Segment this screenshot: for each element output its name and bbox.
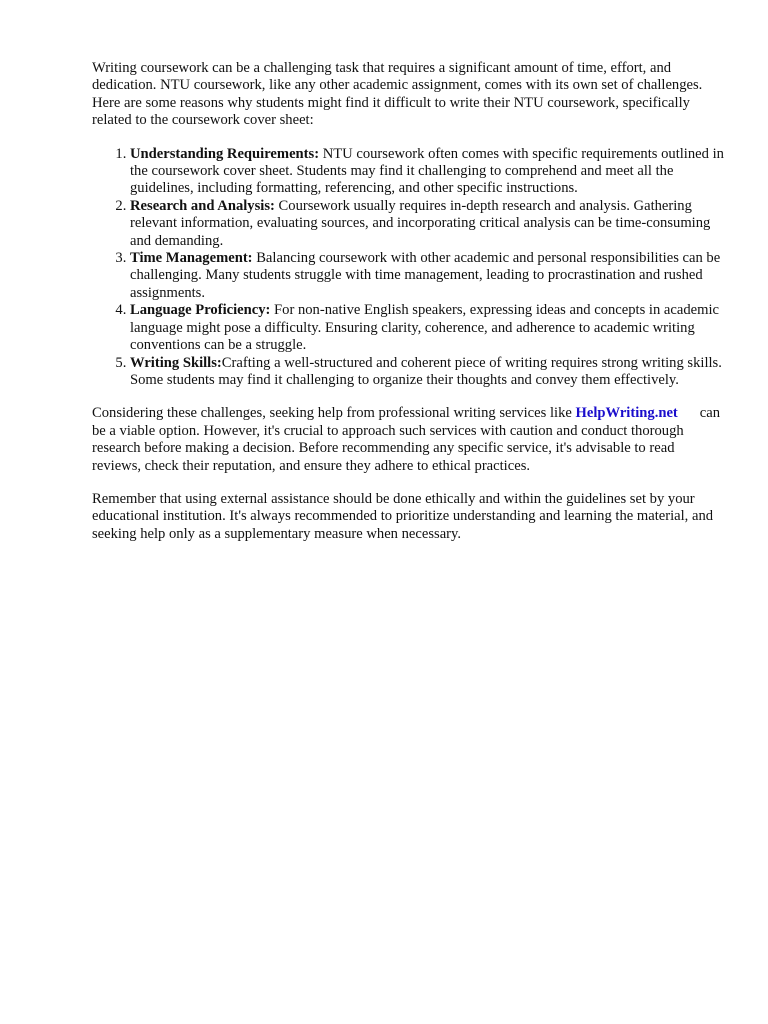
- list-item-term: Writing Skills:: [130, 354, 222, 371]
- considering-text-before: Considering these challenges, seeking help from professional writing services like: [92, 405, 576, 422]
- closing-paragraph: Remember that using external assistance should be done ethically and within the guidelines set by your educational institution. It's always recommended to prioritize understanding and learning the material, and seeking help only as a supplementary measure when necessary.: [92, 490, 714, 542]
- list-item-term: Time Management:: [130, 250, 253, 267]
- reasons-list: [92, 146, 724, 390]
- list-item-text: Crafting a well-structured and coherent piece of writing requires strong writing skills. Some students may find it challenging to organize their thoughts and convey them effectively.: [130, 354, 722, 388]
- list-item: [130, 355, 724, 390]
- list-item-text: For non-native English speakers, expressing ideas and concepts in academic language might pose a difficulty. Ensuring clarity, coherence, and adherence to academic writing conventions can be a struggle.: [130, 302, 720, 354]
- list-item-text: Balancing coursework with other academic and personal responsibilities can be challenging. Many students struggle with time management, leading to procrastination and rushed assignments.: [130, 250, 721, 301]
- document-page: [92, 60, 724, 559]
- intro-paragraph: Writing coursework can be a challenging task that requires a significant amount of time, effort, and dedication. NTU coursework, like any other academic assignment, comes with its own set of challenges. Here are some reasons why students might find it difficult to write their NTU coursework, specifically related to the coursework cover sheet:: [92, 60, 703, 129]
- list-item-term: Language Proficiency:: [130, 302, 271, 319]
- list-item-text: Coursework usually requires in-depth research and analysis. Gathering relevant information, evaluating sources, and incorporating critical analysis can be time-consuming and demanding.: [130, 197, 711, 249]
- list-item: [130, 146, 724, 198]
- considering-text-after: can be a viable option. However, it's crucial to approach such services with caution and conduct thorough research before making a decision. Before recommending any specific service, it's advisable to read reviews, check their reputation, and ensure they adhere to ethical practices.: [92, 405, 721, 474]
- list-item-text: NTU coursework often comes with specific requirements outlined in the coursework cover sheet. Students may find it challenging to comprehend and meet all the guidelines, including formatting, referencing, and other specific instructions.: [130, 145, 724, 197]
- list-item-term: Research and Analysis:: [130, 197, 275, 214]
- list-item: [130, 198, 724, 250]
- list-item-term: Understanding Requirements:: [130, 145, 320, 162]
- helpwriting-link[interactable]: HelpWriting.net: [575, 405, 678, 422]
- list-item: [130, 302, 724, 354]
- considering-paragraph: [92, 405, 724, 475]
- list-item: [130, 250, 724, 302]
